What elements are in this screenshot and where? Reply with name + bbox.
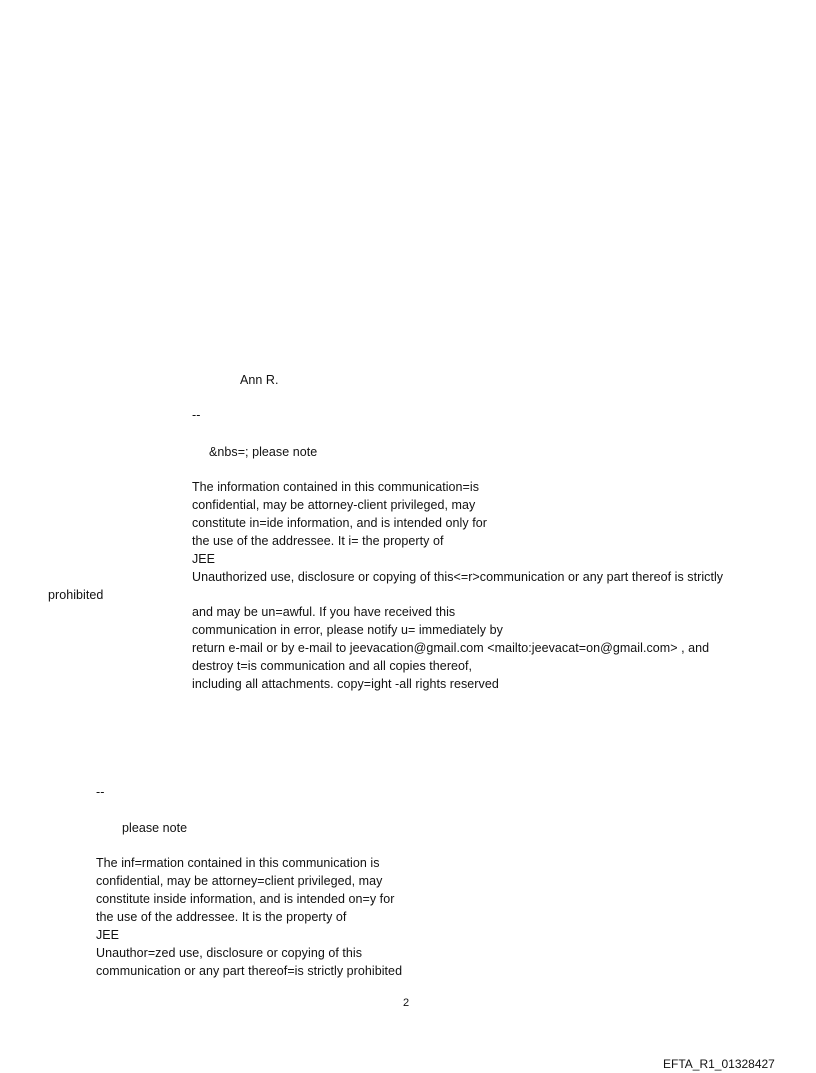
text-line: the use of the addressee. It is the property of: [96, 910, 347, 924]
text-line: and may be un=awful. If you have received this: [192, 605, 456, 619]
text-line: constitute inside information, and is intended on=y for: [96, 892, 395, 906]
text-line: including all attachments. copy=ight -all rights reserved: [192, 677, 499, 691]
text-line-wrapped: prohibited: [48, 588, 104, 602]
text-line: destroy t=is communication and all copies thereof,: [192, 659, 473, 673]
text-line: confidential, may be attorney=client privileged, may: [96, 874, 383, 888]
note-heading: please note: [122, 821, 188, 835]
text-line: return e-mail or by e-mail to jeevacation@gmail.com <mailto:jeevacat=on@gmail.com> , and: [192, 641, 710, 655]
text-line: Unauthor=zed use, disclosure or copying of this: [96, 946, 363, 960]
text-line: confidential, may be attorney-client privileged, may: [192, 498, 476, 512]
text-line: The information contained in this communication=is: [192, 480, 480, 494]
text-line: constitute in=ide information, and is intended only for: [192, 516, 487, 530]
signature-name: Ann R.: [240, 373, 279, 387]
document-id: EFTA_R1_01328427: [663, 1057, 775, 1071]
text-line: JEE: [192, 552, 216, 566]
text-line: The inf=rmation contained in this communication is: [96, 856, 380, 870]
note-heading: &nbs=; please note: [209, 445, 318, 459]
separator-line: --: [96, 785, 105, 799]
text-line: Unauthorized use, disclosure or copying of this<=r>communication or any part thereof is strictly: [192, 570, 724, 584]
text-line: the use of the addressee. It i= the property of: [192, 534, 444, 548]
text-line: communication or any part thereof=is strictly prohibited: [96, 964, 403, 978]
text-line: JEE: [96, 928, 120, 942]
text-line: communication in error, please notify u= immediately by: [192, 623, 503, 637]
separator-line: --: [192, 408, 201, 422]
page-number: 2: [403, 997, 410, 1009]
